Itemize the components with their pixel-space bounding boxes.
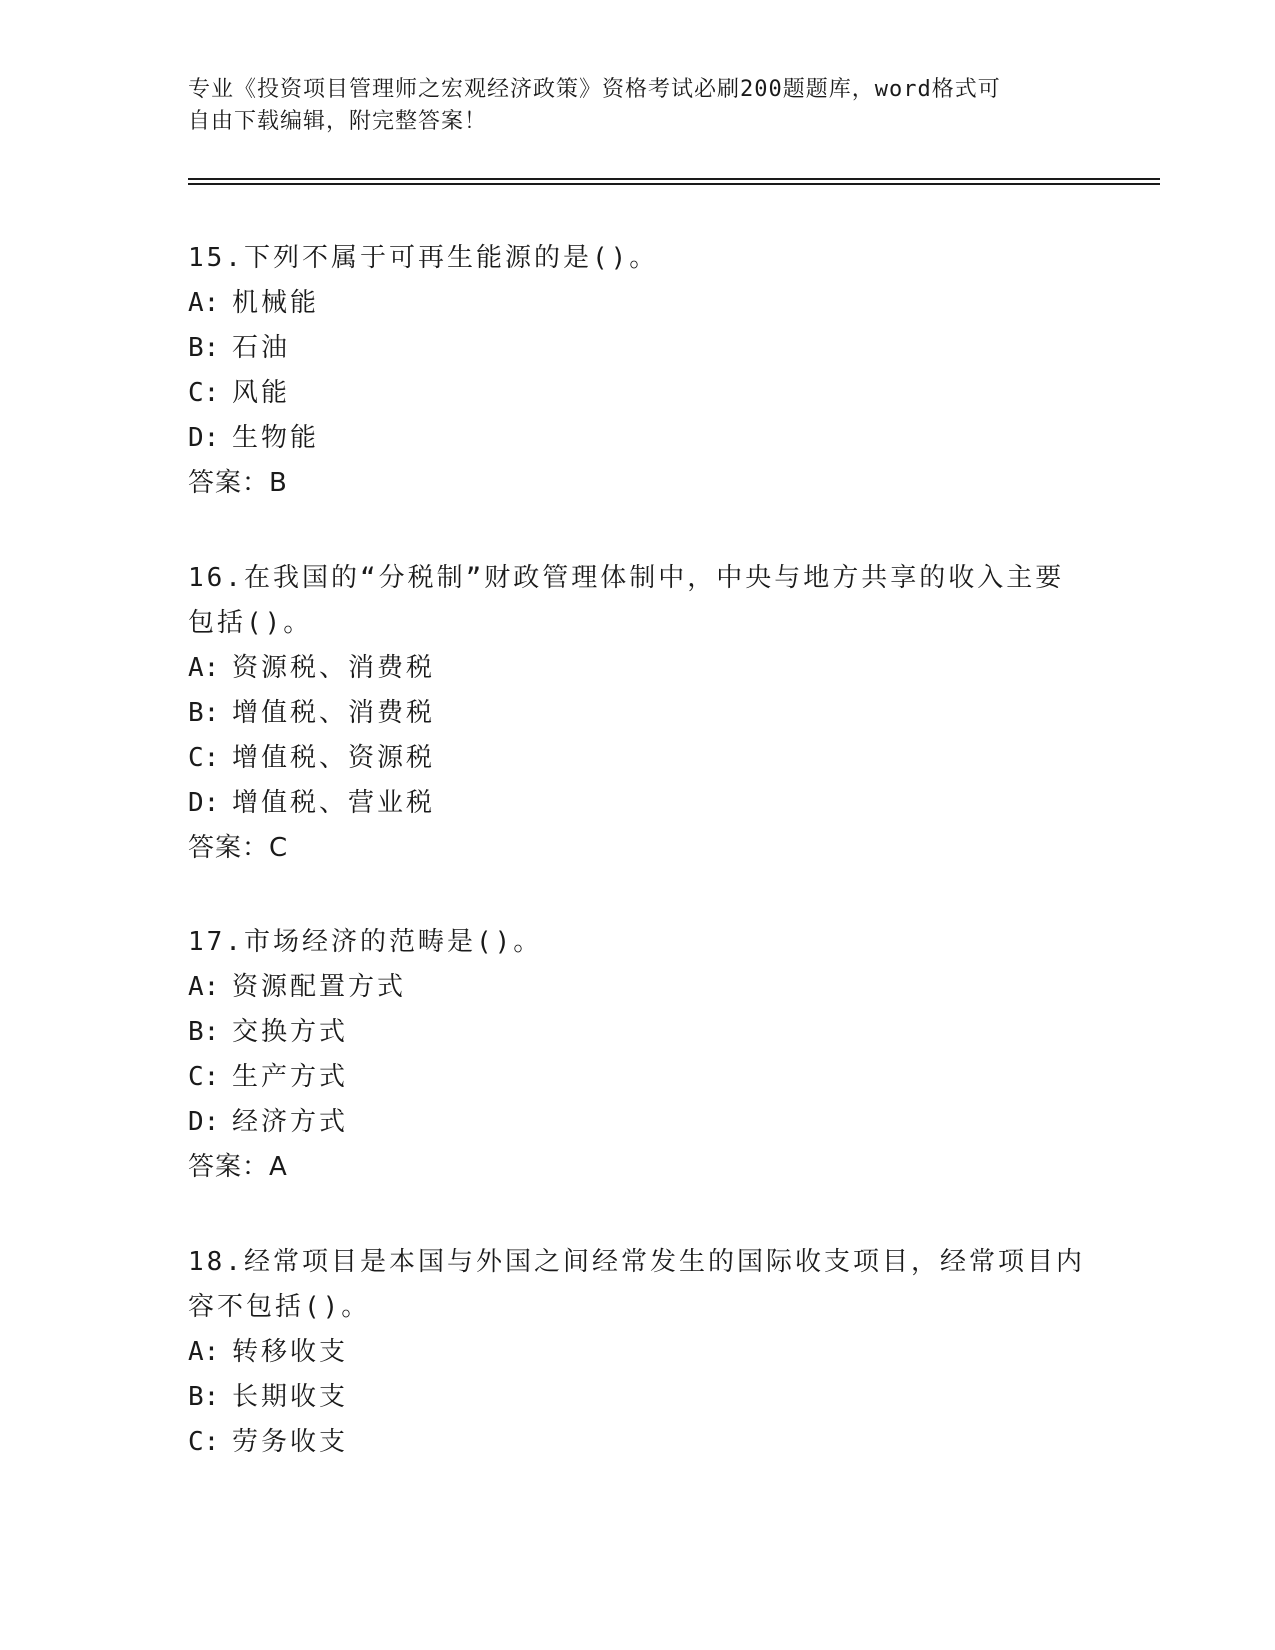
option-text: 劳务收支 — [232, 1427, 349, 1457]
option-label: B: — [188, 333, 220, 363]
answer-line: 答案：A — [188, 1152, 288, 1182]
option-c — [188, 1055, 1088, 1100]
option-a — [188, 1330, 1088, 1375]
option-b — [188, 326, 1088, 371]
option-c — [188, 371, 1088, 416]
option-text: 增值税、营业税 — [232, 788, 436, 818]
option-d — [188, 781, 1088, 826]
question-stem: 17.市场经济的范畴是()。 — [188, 927, 543, 957]
question-stem: 15.下列不属于可再生能源的是()。 — [188, 243, 659, 273]
option-d — [188, 416, 1088, 461]
option-b — [188, 1010, 1088, 1055]
option-a — [188, 281, 1088, 326]
option-label: C: — [188, 378, 220, 408]
question-17 — [188, 920, 1088, 1190]
question-stem-line-2: 容不包括()。 — [188, 1292, 371, 1322]
option-text: 转移收支 — [232, 1337, 349, 1367]
option-text: 资源税、消费税 — [232, 653, 436, 683]
option-label: D: — [188, 788, 220, 818]
option-text: 经济方式 — [232, 1107, 349, 1137]
option-label: A: — [188, 288, 220, 318]
option-a — [188, 965, 1088, 1010]
header-rule-bottom — [188, 183, 1160, 185]
option-text: 交换方式 — [232, 1017, 349, 1047]
header-line-2: 自由下载编辑，附完整答案！ — [188, 109, 488, 134]
option-text: 石油 — [232, 333, 291, 363]
question-16 — [188, 556, 1088, 871]
option-label: C: — [188, 743, 220, 773]
header-line-1: 专业《投资项目管理师之宏观经济政策》资格考试必刷200题题库，word格式可 — [188, 77, 1001, 102]
option-label: C: — [188, 1062, 220, 1092]
option-d — [188, 1100, 1088, 1145]
option-text: 增值税、消费税 — [232, 698, 436, 728]
option-label: B: — [188, 1382, 220, 1412]
question-stem-line-1: 16.在我国的“分税制”财政管理体制中，中央与地方共享的收入主要 — [188, 563, 1065, 593]
option-text: 生物能 — [232, 423, 320, 453]
option-b — [188, 1375, 1088, 1420]
option-label: B: — [188, 698, 220, 728]
option-label: C: — [188, 1427, 220, 1457]
question-stem-line-1: 18.经常项目是本国与外国之间经常发生的国际收支项目，经常项目内 — [188, 1247, 1085, 1277]
document-header — [188, 74, 1068, 138]
option-label: A: — [188, 1337, 220, 1367]
option-text: 机械能 — [232, 288, 320, 318]
answer-line: 答案：B — [188, 468, 288, 498]
option-text: 增值税、资源税 — [232, 743, 436, 773]
option-label: A: — [188, 653, 220, 683]
question-stem-line-2: 包括()。 — [188, 608, 313, 638]
option-b — [188, 691, 1088, 736]
option-c — [188, 1420, 1088, 1465]
option-text: 风能 — [232, 378, 291, 408]
option-text: 长期收支 — [232, 1382, 349, 1412]
option-text: 生产方式 — [232, 1062, 349, 1092]
question-15 — [188, 236, 1088, 506]
question-18 — [188, 1240, 1088, 1465]
option-text: 资源配置方式 — [232, 972, 407, 1002]
option-label: D: — [188, 423, 220, 453]
option-c — [188, 736, 1088, 781]
option-label: A: — [188, 972, 220, 1002]
answer-line: 答案：C — [188, 833, 289, 863]
header-rule-top — [188, 178, 1160, 180]
option-label: D: — [188, 1107, 220, 1137]
option-label: B: — [188, 1017, 220, 1047]
option-a — [188, 646, 1088, 691]
